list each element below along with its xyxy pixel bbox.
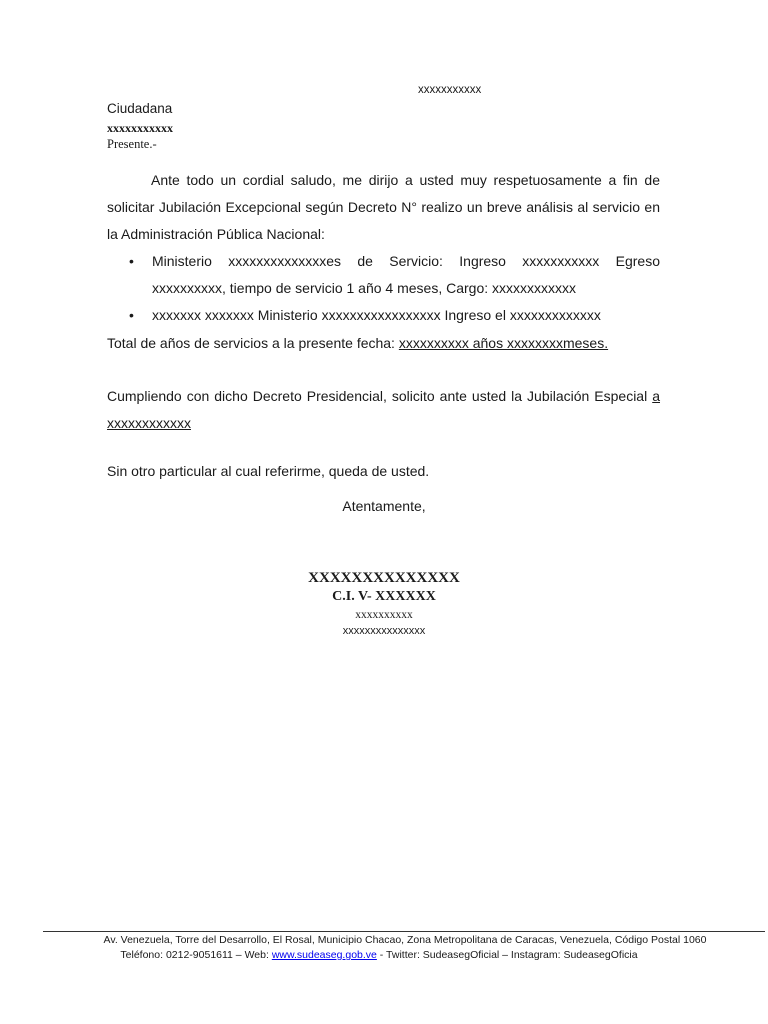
atentamente-label: Atentamente,: [342, 498, 426, 514]
request-paragraph: [107, 383, 660, 437]
list-item: [107, 248, 660, 302]
footer-phone: Teléfono: 0212-9051611 – Web:: [120, 949, 272, 961]
signature-line-4: xxxxxxxxxxxxxxx: [342, 625, 426, 637]
presente-label: Presente.-: [107, 137, 157, 151]
service-list: [107, 248, 660, 329]
letter-date: xxxxxxxxxxx: [418, 84, 482, 96]
signature-ci: C.I. V- XXXXXX: [332, 589, 436, 604]
list-item: [107, 302, 660, 329]
total-label: Total de años de servicios a la presente fecha:: [107, 335, 399, 351]
request-target: a xxxxxxxxxxxx: [107, 388, 660, 431]
footer-divider: [43, 931, 765, 932]
total-value: xxxxxxxxxx años xxxxxxxxmeses.: [398, 335, 609, 351]
signature-name: XXXXXXXXXXXXXX: [308, 570, 460, 586]
footer-web-link[interactable]: www.sudeaseg.gob.ve: [271, 949, 377, 961]
recipient-title: Ciudadana: [107, 101, 173, 116]
intro-text: Ante todo un cordial saludo, me dirijo a usted muy respetuosamente a fin de solicitar Jubilación Excepcional según Decreto N° realizo un breve análisis al servicio en la Administración Pública Nacional:: [107, 172, 660, 242]
recipient-name: xxxxxxxxxxx: [107, 121, 173, 135]
footer-address: Av. Venezuela, Torre del Desarrollo, El Rosal, Municipio Chacao, Zona Metropolitana de Caracas, Venezuela, Código Postal 1060: [103, 934, 707, 946]
bullet-icon: •: [129, 307, 134, 323]
signature-line-3: xxxxxxxxxx: [355, 609, 413, 621]
closing-paragraph: Sin otro particular al cual referirme, queda de usted.: [107, 463, 430, 479]
footer-contact: [0, 949, 768, 961]
intro-paragraph: [107, 167, 660, 248]
footer-social: - Twitter: SudeasegOficial – Instagram: SudeasegOficia: [376, 949, 638, 961]
service-item-text: xxxxxxx xxxxxxx Ministerio xxxxxxxxxxxxxxxxx Ingreso el xxxxxxxxxxxxx: [152, 307, 601, 323]
service-item-text: Ministerio xxxxxxxxxxxxxxes de Servicio: Ingreso xxxxxxxxxxx Egreso xxxxxxxxxx, tiempo de servicio 1 año 4 meses, Cargo: xxxxxxxxxxxx: [152, 253, 660, 296]
request-text: Cumpliendo con dicho Decreto Presidencial, solicito ante usted la Jubilación Especial: [107, 388, 653, 404]
total-years-line: [107, 330, 660, 357]
bullet-icon: •: [129, 253, 134, 269]
